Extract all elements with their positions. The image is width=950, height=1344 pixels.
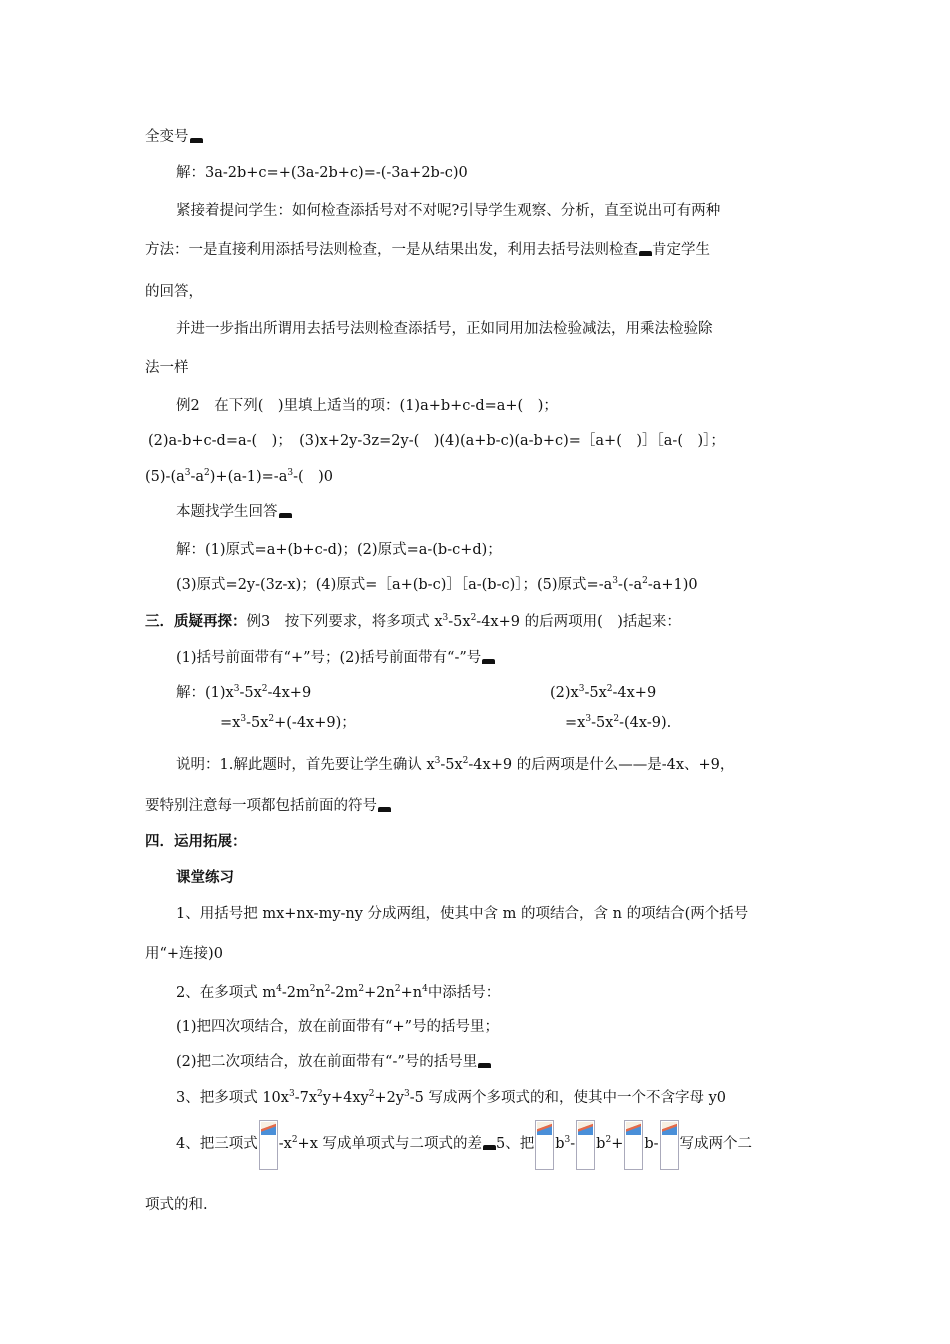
text-line: 说明：1.解此题时，首先要让学生确认 $x^3-5x^2-4x+9$ 的后两项是什么——是-4x、+9， bbox=[176, 756, 735, 773]
section-heading: 三．质疑再探： bbox=[145, 613, 247, 630]
mark-glyph bbox=[378, 807, 391, 812]
broken-image-icon bbox=[576, 1120, 595, 1170]
broken-image-icon bbox=[259, 1120, 278, 1170]
text-line: (2)a-b+c-d=a-( )； (3)x+2y-3z=2y-( )(4)(a+b-c)(a-b+c)=［a+( )］［a-( )］； bbox=[148, 433, 725, 449]
text-line: $=x^3-5x^2-(4x-9)$. bbox=[565, 714, 672, 731]
text-line: 并进一步指出所谓用去括号法则检查添括号，正如同用加法检验减法，用乘法检验除 bbox=[176, 321, 713, 337]
text-line: 全变号 bbox=[145, 127, 203, 147]
text-line: 解：$(1)x^3-5x^2-4x+9$ bbox=[176, 684, 312, 701]
mark-glyph bbox=[190, 138, 203, 143]
mark-glyph bbox=[279, 513, 292, 518]
text-line: 用“+连接)0 bbox=[145, 946, 223, 962]
text-line: 例2 在下列( )里填上适当的项：(1)a+b+c-d=a+( )； bbox=[176, 398, 558, 414]
text-line: 的回答， bbox=[145, 284, 203, 300]
text-line: 解：3a-2b+c=+(3a-2b+c)=-(-3a+2b-c)0 bbox=[176, 165, 468, 181]
text-line: (3)原式=2y-(3z-x)；(4)原式=［a+(b-c)］［a-(b-c)］；(5)原式$=-a^3-(-a^2-a+1)0$ bbox=[176, 576, 698, 593]
text-line: 项式的和. bbox=[145, 1197, 208, 1213]
text-line: 3、把多项式 $10x^3-7x^2y+4xy^2+2y^3-5$ 写成两个多项式的和，使其中一个不含字母 y0 bbox=[176, 1089, 726, 1106]
text-line: (1)把四次项结合，放在前面带有“+”号的括号里； bbox=[176, 1019, 500, 1035]
text-line: $(2)x^3-5x^2-4x+9$ bbox=[550, 684, 657, 701]
text-line: 1、用括号把 mx+nx-my-ny 分成两组，使其中含 m 的项结合，含 n 的项结合(两个括号 bbox=[176, 906, 749, 922]
text-line: $(5)-(a^3-a^2)+(a-1)=-a^3-$( )0 bbox=[145, 468, 334, 485]
text-line: 三．质疑再探：例3 按下列要求，将多项式 $x^3-5x^2-4x+9$ 的后两项用( )括起来： bbox=[145, 613, 681, 630]
mark-glyph bbox=[478, 1063, 491, 1068]
text-line: 紧接着提问学生：如何检查添括号对不对呢?引导学生观察、分析，直至说出可有两种 bbox=[176, 203, 721, 219]
broken-image-icon bbox=[535, 1120, 554, 1170]
mark-glyph bbox=[639, 251, 652, 256]
broken-image-icon bbox=[660, 1120, 679, 1170]
text-line: 解：(1)原式=a+(b+c-d)；(2)原式=a-(b-c+d)； bbox=[176, 542, 502, 558]
section-heading: 四．运用拓展： bbox=[145, 833, 247, 850]
mark-glyph bbox=[483, 1145, 496, 1150]
sub-heading: 课堂练习 bbox=[176, 869, 234, 886]
text-line: 法一样 bbox=[145, 360, 189, 376]
text-line: $=x^3-5x^2+(-4x+9)$； bbox=[220, 714, 356, 731]
text-line: (2)把二次项结合，放在前面带有“-”号的括号里 bbox=[176, 1052, 491, 1072]
broken-image-icon bbox=[624, 1120, 643, 1170]
text-line: 2、在多项式 $m^4-2m^2n^2-2m^2+2n^2+n^4$中添括号： bbox=[176, 984, 501, 1001]
text-line: 方法：一是直接利用添括号法则检查，一是从结果出发，利用去括号法则检查 肯定学生 bbox=[145, 242, 710, 258]
text-line: (1)括号前面带有“+”号；(2)括号前面带有“-”号 bbox=[176, 648, 495, 668]
text-line: 4、把三项式 $-x^2+x$ 写成单项式与二项式的差 5、把 $b^3-$ $b^2+ b-$ 写成两个二 bbox=[176, 1120, 752, 1170]
text-line: 要特别注意每一项都包括前面的符号 bbox=[145, 796, 391, 816]
mark-glyph bbox=[482, 659, 495, 664]
text-line: 本题找学生回答 bbox=[176, 502, 292, 522]
